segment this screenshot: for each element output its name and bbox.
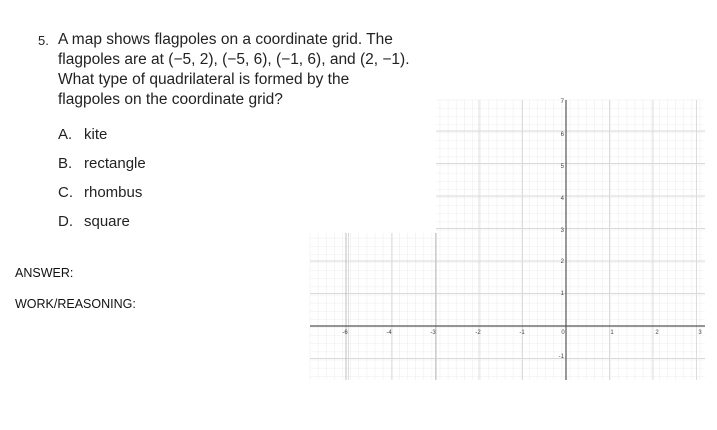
question-line: flagpoles on the coordinate grid?: [58, 91, 283, 108]
choice-letter: B.: [58, 155, 73, 172]
y-tick-label: 5: [560, 164, 564, 170]
x-tick-label: -6: [342, 330, 348, 336]
y-tick-label: -1: [558, 354, 564, 360]
question-line: flagpoles are at (−5, 2), (−5, 6), (−1, 6), and (2, −1).: [58, 51, 410, 68]
y-tick-label: 7: [560, 99, 564, 105]
y-tick-label: 3: [560, 228, 564, 234]
x-tick-label: -1: [519, 330, 525, 336]
choice-text: rhombus: [84, 184, 143, 201]
x-tick-label: 3: [698, 330, 702, 336]
y-tick-label: 4: [560, 196, 564, 202]
question-line: A map shows flagpoles on a coordinate grid. The: [58, 31, 393, 48]
choice-text: square: [84, 213, 130, 230]
question-line: What type of quadrilateral is formed by the: [58, 71, 350, 88]
work-reasoning-label: WORK/REASONING:: [15, 297, 136, 311]
x-tick-label: 0: [561, 330, 565, 336]
choice-letter: D.: [58, 213, 73, 230]
x-tick-label: 1: [610, 330, 614, 336]
y-tick-label: 1: [560, 291, 564, 297]
choice-text: rectangle: [84, 155, 146, 172]
choice-text: kite: [84, 126, 108, 143]
choice-letter: A.: [58, 126, 73, 143]
question-number: 5.: [38, 33, 49, 48]
choice-letter: C.: [58, 184, 73, 201]
x-tick-label: -4: [386, 330, 392, 336]
x-tick-label: -3: [430, 330, 436, 336]
y-tick-label: 2: [560, 259, 564, 265]
x-tick-label: 2: [655, 330, 659, 336]
x-tick-label: -2: [475, 330, 481, 336]
y-tick-label: 6: [560, 132, 564, 138]
answer-label: ANSWER:: [15, 266, 74, 280]
